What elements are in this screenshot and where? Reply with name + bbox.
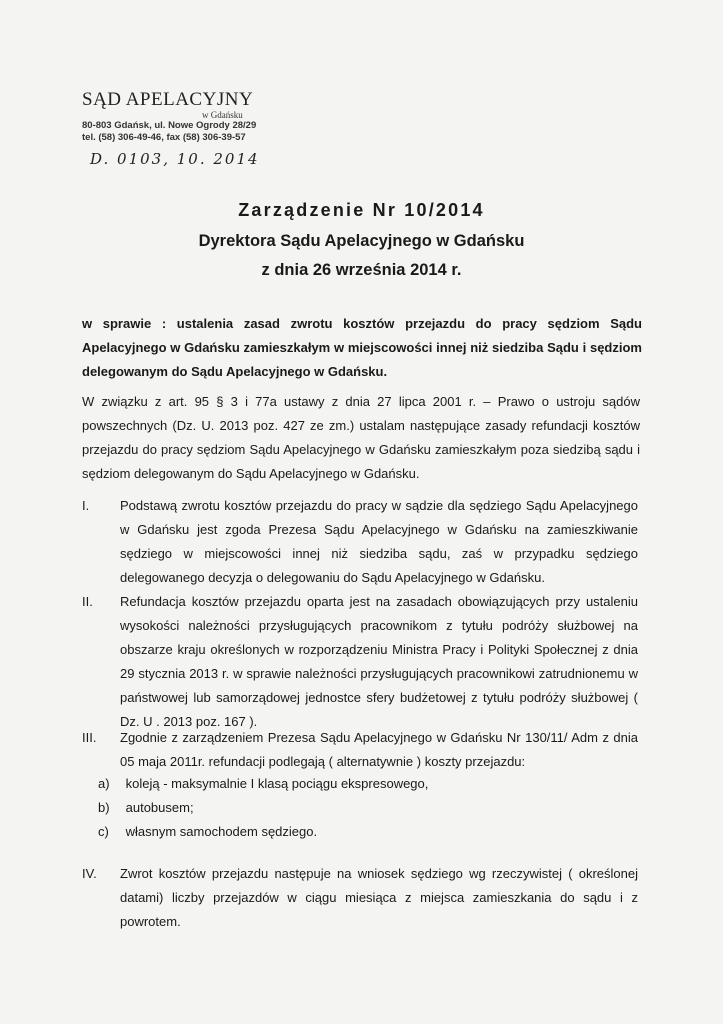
- document-issuer: Dyrektora Sądu Apelacyjnego w Gdańsku: [198, 232, 525, 250]
- document-intro: W związku z art. 95 § 3 i 77a ustawy z dnia 27 lipca 2001 r. – Prawo o ustroju sądów powszechnych (Dz. U. 2013 poz. 427 ze zm.) ustalam następujące zasady refundacji kosztów przejazdu do pracy sędziom Sądu Apelacyjnego w Gdańsku zamieszkałym poza siedzibą sądu i sędziom delegowanym do Sądu Apelacyjnego w Gdańsku.: [82, 394, 640, 481]
- document-title: Zarządzenie Nr 10/2014: [238, 200, 485, 220]
- section-iii: [82, 726, 638, 774]
- list-item: [98, 772, 428, 796]
- list-item: [98, 796, 194, 820]
- list-item-text: koleją - maksymalnie I klasą pociągu ekspresowego,: [125, 776, 429, 791]
- section-text: Zgodnie z zarządzeniem Prezesa Sądu Apelacyjnego w Gdańsku Nr 130/11/ Adm z dnia 05 maja 2011r. refundacji podlegają ( alternatywnie ) koszty przejazdu:: [120, 730, 638, 769]
- section-number: III.: [82, 730, 97, 745]
- handwritten-date: D. 0103, 10. 2014: [90, 150, 260, 168]
- court-name: SĄD APELACYJNY: [82, 89, 254, 110]
- list-item-text: autobusem;: [125, 800, 194, 815]
- section-iv: [82, 862, 638, 934]
- court-address: 80-803 Gdańsk, ul. Nowe Ogrody 28/29: [82, 120, 257, 131]
- list-item: [98, 820, 317, 844]
- list-item-letter: b): [98, 800, 110, 815]
- section-text: Refundacja kosztów przejazdu oparta jest na zasadach obowiązujących przy ustaleniu wysokości należności przysługujących pracownikom z tytułu podróży służbowej na obszarze kraju określonych w rozporządzeniu Ministra Pracy i Polityki Społecznej z dnia 29 stycznia 2013 r. w sprawie należności przysługujących pracownikowi zatrudnionemu w państwowej lub samorządowej jednostce sfery budżetowej z tytułu podróży służbowej ( Dz. U . 2013 poz. 167 ).: [120, 594, 638, 729]
- document-date: z dnia 26 września 2014 r.: [261, 261, 462, 279]
- section-number: I.: [82, 498, 90, 513]
- section-text: Podstawą zwrotu kosztów przejazdu do pracy w sądzie dla sędziego Sądu Apelacyjnego w Gdańsku jest zgoda Prezesa Sądu Apelacyjnego w Gdańsku na zamieszkiwanie sędziego w miejscowości innej niż siedziba sądu, zaś w przypadku sędziego delegowanego decyzja o delegowaniu do Sądu Apelacyjnego w Gdańsku.: [120, 498, 638, 585]
- section-number: IV.: [82, 866, 97, 881]
- section-text: Zwrot kosztów przejazdu następuje na wniosek sędziego wg rzeczywistej ( określonej datami) liczby przejazdów w ciągu miesiąca z miejsca zamieszkania do sądu i z powrotem.: [120, 866, 638, 929]
- list-item-text: własnym samochodem sędziego.: [125, 824, 318, 839]
- list-item-letter: a): [98, 776, 110, 791]
- court-stamp: [82, 90, 342, 144]
- court-phones: tel. (58) 306-49-46, fax (58) 306-39-57: [82, 132, 246, 143]
- section-i: [82, 494, 638, 590]
- document-subject: w sprawie : ustalenia zasad zwrotu kosztów przejazdu do pracy sędziom Sądu Apelacyjnego w Gdańsku zamieszkałym w miejscowości innej niż siedziba Sądu i sędziom delegowanym do Sądu Apelacyjnego w Gdańsku.: [82, 316, 642, 379]
- section-number: II.: [82, 594, 93, 609]
- list-item-letter: c): [98, 824, 109, 839]
- section-ii: [82, 590, 638, 734]
- court-city: w Gdańsku: [202, 110, 243, 120]
